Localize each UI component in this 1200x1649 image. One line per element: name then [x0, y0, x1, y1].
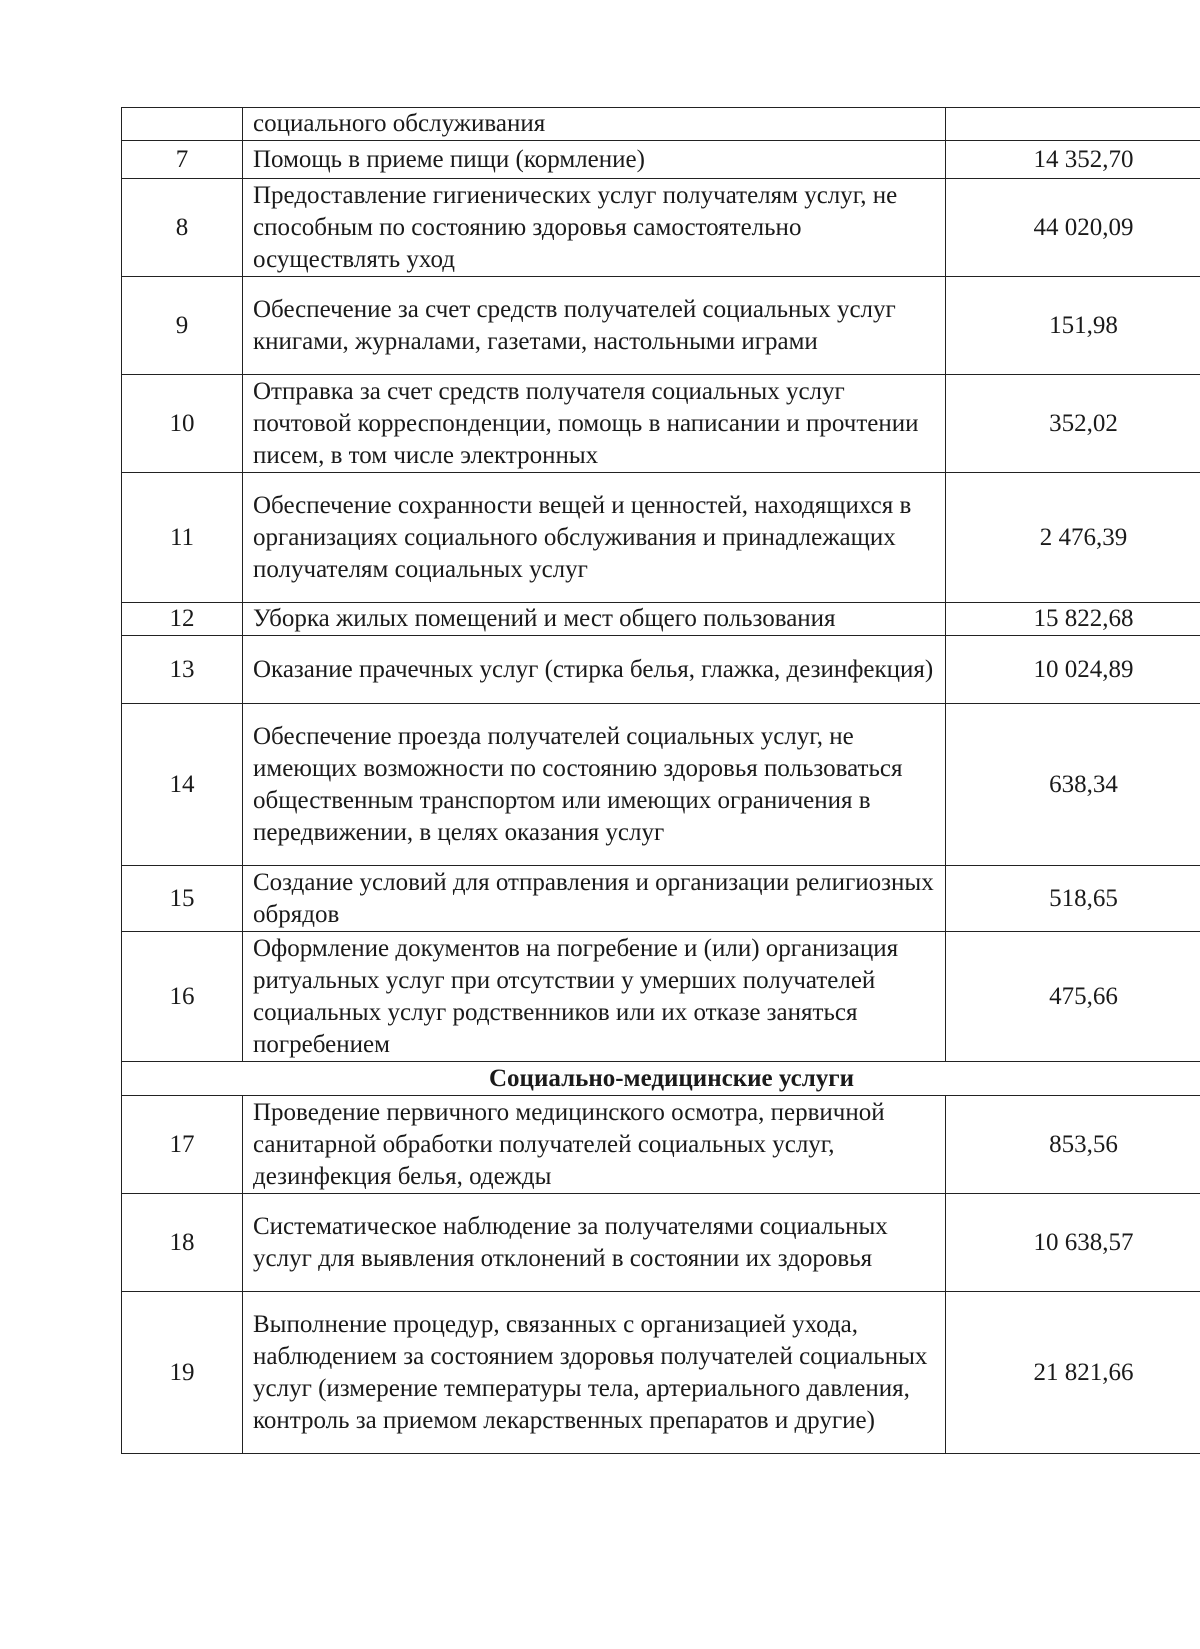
- section-title: Социально-медицинские услуги: [122, 1062, 1200, 1096]
- table-row: [122, 932, 1200, 1062]
- table-row: [122, 866, 1200, 932]
- section-row: [122, 1062, 1200, 1096]
- service-cost: 21 821,66: [946, 1292, 1200, 1454]
- table-row: [122, 108, 1200, 141]
- table-row: [122, 473, 1200, 603]
- row-number: 17: [122, 1096, 243, 1194]
- service-cost: 15 822,68: [946, 603, 1200, 636]
- row-number: 19: [122, 1292, 243, 1454]
- service-cost: 10 638,57: [946, 1194, 1200, 1292]
- table-row: [122, 603, 1200, 636]
- service-name: Обеспечение за счет средств получателей социальных услуг книгами, журналами, газетами, настольными играми: [243, 277, 946, 375]
- table-row: [122, 1194, 1200, 1292]
- service-cost: 638,34: [946, 704, 1200, 866]
- service-name: Уборка жилых помещений и мест общего пользования: [243, 603, 946, 636]
- row-number: [122, 108, 243, 141]
- service-name: Создание условий для отправления и организации религиозных обрядов: [243, 866, 946, 932]
- table-row: [122, 1292, 1200, 1454]
- service-name: Обеспечение проезда получателей социальных услуг, не имеющих возможности по состоянию здоровья пользоваться общественным транспортом или имеющих ограничения в передвижении, в целях оказания услуг: [243, 704, 946, 866]
- table-row: [122, 636, 1200, 704]
- service-name: Выполнение процедур, связанных с организацией ухода, наблюдением за состоянием здоровья получателей социальных услуг (измерение температуры тела, артериального давления, контроль за приемом лекарственных препаратов и другие): [243, 1292, 946, 1454]
- service-name: Предоставление гигиенических услуг получателям услуг, не способным по состоянию здоровья самостоятельно осуществлять уход: [243, 179, 946, 277]
- row-number: 10: [122, 375, 243, 473]
- row-number: 13: [122, 636, 243, 704]
- row-number: 16: [122, 932, 243, 1062]
- service-cost: 853,56: [946, 1096, 1200, 1194]
- service-name: Помощь в приеме пищи (кормление): [243, 141, 946, 179]
- row-number: 11: [122, 473, 243, 603]
- service-cost: [946, 108, 1200, 141]
- service-cost: 151,98: [946, 277, 1200, 375]
- service-cost: 14 352,70: [946, 141, 1200, 179]
- service-name: Обеспечение сохранности вещей и ценностей, находящихся в организациях социального обслуживания и принадлежащих получателям социальных услуг: [243, 473, 946, 603]
- row-number: 8: [122, 179, 243, 277]
- table-row: [122, 179, 1200, 277]
- service-cost: 10 024,89: [946, 636, 1200, 704]
- service-name: Проведение первичного медицинского осмотра, первичной санитарной обработки получателей социальных услуг, дезинфекция белья, одежды: [243, 1096, 946, 1194]
- row-number: 14: [122, 704, 243, 866]
- service-name: Отправка за счет средств получателя социальных услуг почтовой корреспонденции, помощь в написании и прочтении писем, в том числе электронных: [243, 375, 946, 473]
- table-row: [122, 1096, 1200, 1194]
- row-number: 9: [122, 277, 243, 375]
- table-row: [122, 375, 1200, 473]
- table-row: [122, 141, 1200, 179]
- row-number: 12: [122, 603, 243, 636]
- service-cost: 518,65: [946, 866, 1200, 932]
- service-cost: 475,66: [946, 932, 1200, 1062]
- services-table: [121, 107, 1200, 1454]
- service-name: социального обслуживания: [243, 108, 946, 141]
- service-name: Систематическое наблюдение за получателями социальных услуг для выявления отклонений в состоянии их здоровья: [243, 1194, 946, 1292]
- row-number: 15: [122, 866, 243, 932]
- service-name: Оказание прачечных услуг (стирка белья, глажка, дезинфекция): [243, 636, 946, 704]
- service-name: Оформление документов на погребение и (или) организация ритуальных услуг при отсутствии у умерших получателей социальных услуг родственников или их отказе заняться погребением: [243, 932, 946, 1062]
- service-cost: 44 020,09: [946, 179, 1200, 277]
- row-number: 18: [122, 1194, 243, 1292]
- table-row: [122, 277, 1200, 375]
- service-cost: 352,02: [946, 375, 1200, 473]
- service-cost: 2 476,39: [946, 473, 1200, 603]
- row-number: 7: [122, 141, 243, 179]
- table-row: [122, 704, 1200, 866]
